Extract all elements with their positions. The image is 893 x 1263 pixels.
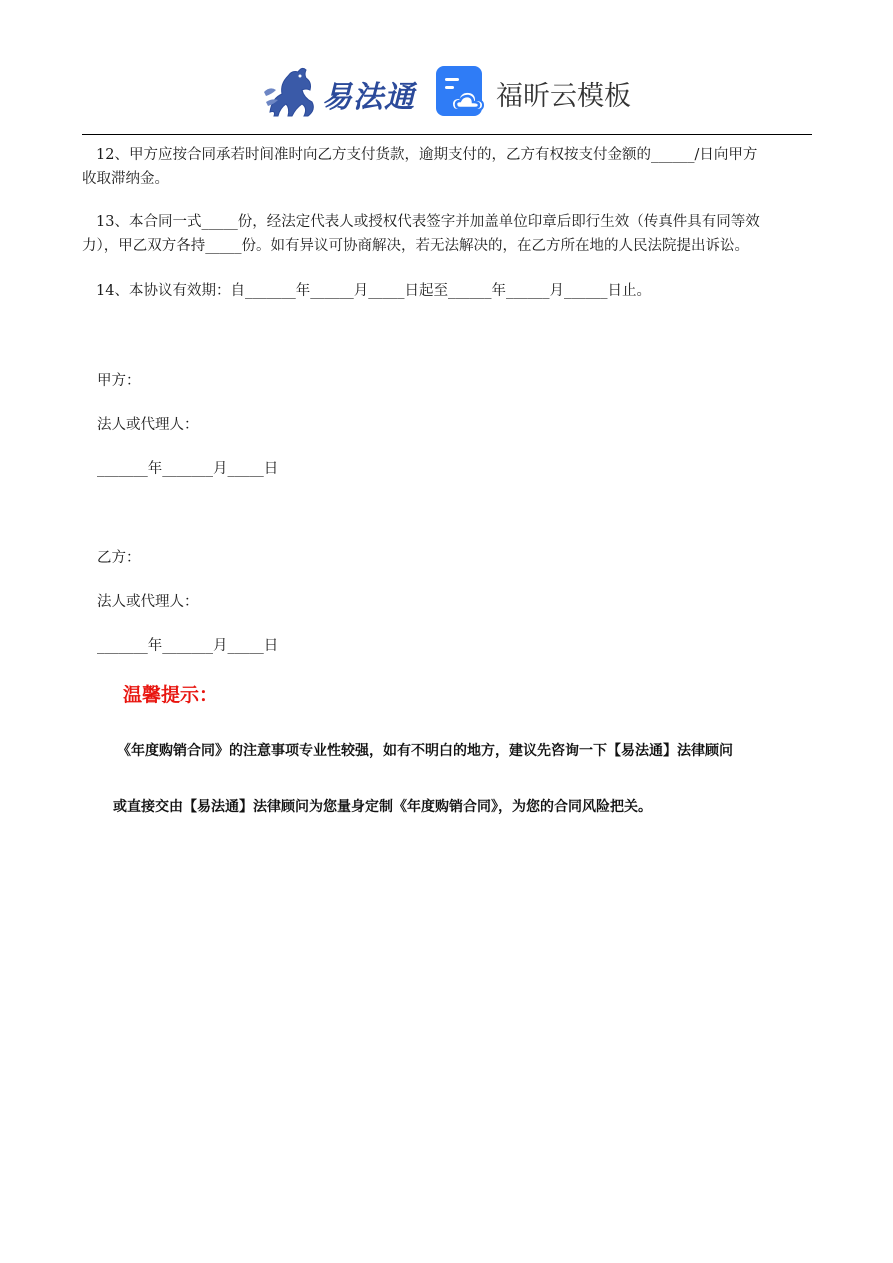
header-divider	[82, 134, 812, 135]
clause-13-line-2: 力），甲乙双方各持_____份。如有异议可协商解决，若无法解决的，在乙方所在地的人民法院提出诉讼。	[82, 238, 749, 254]
horse-emblem-icon	[262, 62, 324, 120]
party-b-label: 乙方：	[97, 550, 141, 566]
tip-title: 温馨提示：	[123, 684, 219, 706]
yifatong-logo	[262, 62, 415, 120]
party-b-representative-label: 法人或代理人：	[97, 594, 199, 610]
clause-12	[82, 143, 812, 191]
clause-12-line-2: 收取滞纳金。	[82, 171, 169, 187]
tip-line-2: 或直接交由【易法通】法律顾问为您量身定制《年度购销合同》，为您的合同风险把关。	[113, 799, 652, 815]
party-a-date-line: _______年_______月_____日	[97, 461, 279, 477]
clause-12-line-1: 12、甲方应按合同承若时间准时向乙方支付货款，逾期支付的，乙方有权按支付金额的______/日向甲方	[96, 147, 758, 163]
clause-13-line-1: 13、本合同一式_____份，经法定代表人或授权代表签字并加盖单位印章后即行生效（传真件具有同等效	[96, 214, 760, 230]
party-a-label: 甲方：	[97, 373, 141, 389]
clause-14-line-1: 14、本协议有效期：自_______年______月_____日起至______年______月______日止。	[96, 283, 651, 299]
party-a-representative-label: 法人或代理人：	[97, 417, 199, 433]
clause-13	[82, 210, 812, 258]
party-b-date-line: _______年_______月_____日	[97, 638, 279, 654]
yifatong-logo-text: 易法通	[322, 80, 415, 115]
foxit-cloud-template-logo	[436, 66, 636, 118]
foxit-logo-text: 福昕云模板	[496, 81, 631, 112]
cloud-document-icon	[436, 66, 486, 116]
page-header	[0, 0, 893, 136]
clause-14	[82, 279, 812, 303]
tip-line-1: 《年度购销合同》的注意事项专业性较强，如有不明白的地方，建议先咨询一下【易法通】法律顾问	[117, 743, 733, 759]
